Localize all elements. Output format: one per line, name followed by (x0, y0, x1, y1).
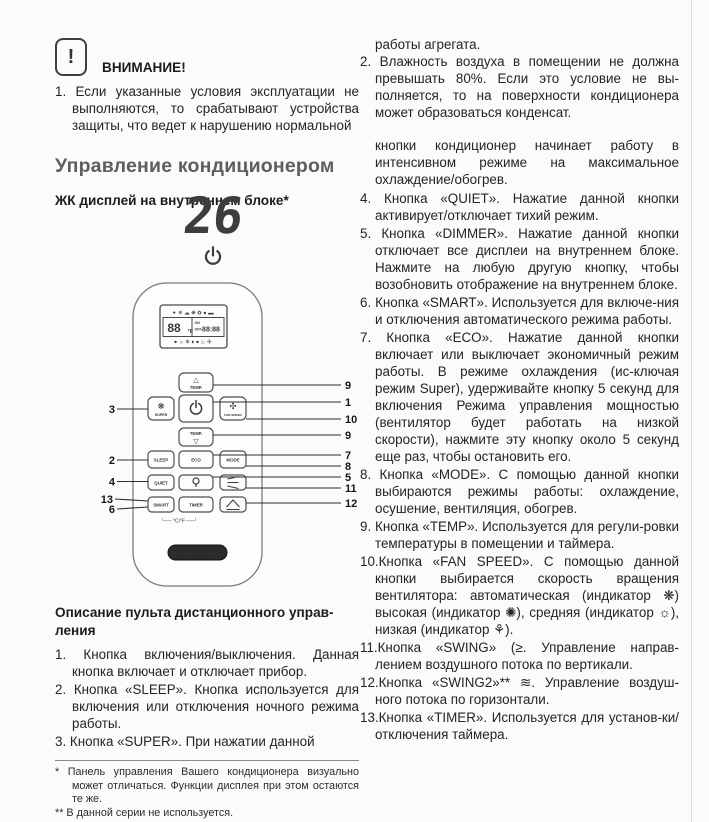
footnote-mark: ** (55, 806, 64, 819)
list-number: 13. (360, 710, 379, 725)
list-text: Кнопка «SWING» (≥. Управление направ-лением воздушного потока по вертикали. (375, 640, 679, 672)
list-item (360, 639, 679, 673)
lcd-mode-icons: ●☼❄♦●♨✣ (173, 339, 214, 346)
list-text: Кнопка «SLEEP». Кнопка используется для включения или отключения ночного режима работы. (66, 682, 359, 731)
list-text: Если указанные условия эксплуатации не выполняются, то срабатывают устройства защиты, что ведет к нарушению нормальной (66, 84, 359, 133)
list-number: 4. (360, 191, 372, 206)
callout-13: 13 (100, 494, 113, 506)
callout-9b: 9 (345, 430, 352, 442)
callout-9a: 9 (345, 380, 352, 392)
heading-line-2: ления (55, 623, 96, 638)
callout-5: 5 (345, 472, 352, 484)
list-number: 11. (360, 640, 378, 655)
brand-logo (168, 545, 227, 560)
temp-up-label: TEMP. (189, 385, 203, 390)
lcd-off-label: OFF (194, 327, 202, 332)
lcd-temp-digits: 88 (167, 321, 181, 335)
page-title: Управление кондиционером (55, 155, 335, 177)
callout-10: 10 (345, 414, 358, 426)
lcd-subheading: ЖК дисплей на внутреннем блоке* (55, 193, 289, 208)
fan-speed-label: FAN SPEED (224, 413, 242, 417)
list-number: 2. (360, 54, 372, 69)
list-number: 12. (360, 675, 379, 690)
callout-3: 3 (108, 404, 115, 416)
temp-down-arrow-icon: ▽ (193, 438, 199, 446)
list-number: 9. (360, 519, 372, 534)
footnote-text: В данной серии не используется. (63, 806, 234, 819)
footnote-mark: * (55, 766, 60, 778)
list-number: 5. (360, 226, 372, 241)
list-text: Кнопка «DIMMER». Нажатие данной кнопки отключает все дисплеи на внутреннем блоке. Нажмите на любую другую кнопку, чтобы возобновить отображение на внутреннем блоке. (371, 226, 679, 292)
list-text: Кнопка «SWING2»** ≋. Управление воздуш-ного потока по горизонтали. (375, 675, 679, 707)
indoor-unit-display (152, 187, 274, 271)
warning-item-1 (55, 83, 359, 134)
continuation-text: кнопки кондиционер начинает работу в интенсивном режиме на максимальное охлаждение/обогрев. (375, 138, 679, 187)
snowflake-icon: ❋ (157, 401, 165, 411)
sleep-label: SLEEP (153, 457, 169, 463)
lcd-on-label: ON (194, 321, 200, 325)
list-text: Влажность воздуха в помещении не должна превышать 80%. Если это условие не вы-полняется, то на поверхности кондиционера может образоваться конденсат. (371, 54, 679, 120)
callout-7: 7 (345, 450, 352, 462)
list-text: Кнопка «TEMP». Используется для регули-ровки температуры в помещении и таймера. (371, 519, 679, 551)
list-number: 6. (360, 295, 372, 310)
left-column-bottom (55, 604, 359, 820)
list-item (360, 294, 679, 328)
list-text: Кнопка «QUIET». Нажатие данной кнопки активирует/отключает тихий режим. (371, 191, 679, 223)
list-item (360, 225, 679, 293)
timer-label: TIMER (189, 502, 203, 508)
dimmer-button (179, 475, 213, 490)
warning-exclamation-icon: ! (55, 38, 87, 76)
heading-line-1: Описание пульта дистанционного управ- (55, 605, 334, 620)
eco-label: ECO (191, 457, 201, 463)
callout-12: 12 (345, 498, 358, 510)
power-icon (202, 245, 224, 267)
list-item (360, 190, 679, 224)
list-item (360, 466, 679, 517)
list-text: Кнопка включения/выключения. Данная кнопка включает и отключает прибор. (66, 647, 359, 679)
list-text: Кнопка «MODE». С помощью данной кнопки выбираются режимы работы: охлаждение, осушение, вентиляция, обогрев. (371, 467, 679, 516)
power-indicator (152, 245, 274, 271)
remote-control-illustration (95, 279, 370, 594)
indoor-temp-readout: 26 (180, 187, 246, 245)
list-item (55, 733, 359, 750)
super-label: SUPER (154, 413, 168, 417)
lcd-timer-digits: 88:88 (202, 326, 220, 334)
list-item (360, 553, 679, 638)
footnote (55, 807, 359, 821)
temp-up-arrow-icon: △ (193, 377, 199, 384)
fan-icon: ✣ (229, 401, 237, 411)
list-text: Кнопка «SUPER». При нажатии данной (66, 734, 315, 749)
temp-down-label: TEMP. (189, 431, 203, 436)
left-column-top (55, 36, 359, 209)
list-text: Кнопка «ECO». Нажатие данной кнопки включает или выключает экономичный режим работы. В режиме охлаждения (ис-ключая режим Super), удерживайте кнопку 5 секунд для включения Режима управления мощностью (вентилятор будет работать на низкой скорости), нажмите эту кнопку около 5 секунд еще раз, чтобы остановить его. (371, 330, 679, 464)
list-text: Кнопка «SMART». Используется для включе-ния и отключения автоматического режима работы. (371, 295, 679, 327)
list-item (55, 646, 359, 680)
list-item (360, 518, 679, 552)
list-number: 2. (55, 682, 67, 697)
lcd-temp-unit: °F (187, 329, 194, 335)
power-button (179, 395, 213, 422)
brand-name: AC ELECTRIC (171, 551, 224, 558)
right-column (360, 36, 679, 744)
list-text: Кнопка «FAN SPEED». С помощью данной кнопки выбирается скорость вращения вентилятора: автоматическая (индикатор ❋) высокая (индикатор ✺), средняя (индикатор ☼), низкая (индикатор ⚘). (375, 554, 679, 637)
list-number: 8. (360, 467, 372, 482)
list-number: 1. (55, 84, 67, 99)
lcd-status-icons: ✦❄☁❋✿●▬ (171, 310, 216, 317)
warning-title: ВНИМАНИЕ! (102, 60, 186, 75)
celsius-fahrenheit-label: └── °C/°F ──┘ (160, 518, 198, 525)
footnote-text: Панель управления Вашего кондиционера визуально может отличаться. Функции дисплея при этом остаются те же. (59, 766, 359, 805)
list-number: 10. (360, 554, 379, 569)
list-item (360, 53, 679, 121)
list-item (360, 674, 679, 708)
mode-label: MODE (226, 457, 240, 463)
list-item (360, 329, 679, 465)
callout-1: 1 (345, 397, 352, 409)
list-text: Кнопка «TIMER». Используется для установ-ки/отключения таймера. (375, 710, 679, 742)
list-item (55, 681, 359, 732)
remote-description-heading (55, 604, 359, 640)
continuation-text: работы агрегата. (375, 37, 481, 52)
page-edge-line (691, 0, 692, 822)
warning-header (55, 36, 359, 76)
callout-11: 11 (345, 483, 357, 495)
quiet-label: QUIET (154, 480, 168, 486)
smart-label: SMART (153, 502, 169, 508)
callout-2: 2 (108, 455, 115, 467)
footnote (55, 766, 359, 807)
list-number: 1. (55, 647, 67, 662)
callout-6: 6 (108, 504, 115, 516)
list-number: 7. (360, 330, 372, 345)
callout-4: 4 (108, 476, 115, 489)
callout-8: 8 (345, 461, 352, 473)
list-item (360, 709, 679, 743)
list-number: 3. (55, 734, 67, 749)
